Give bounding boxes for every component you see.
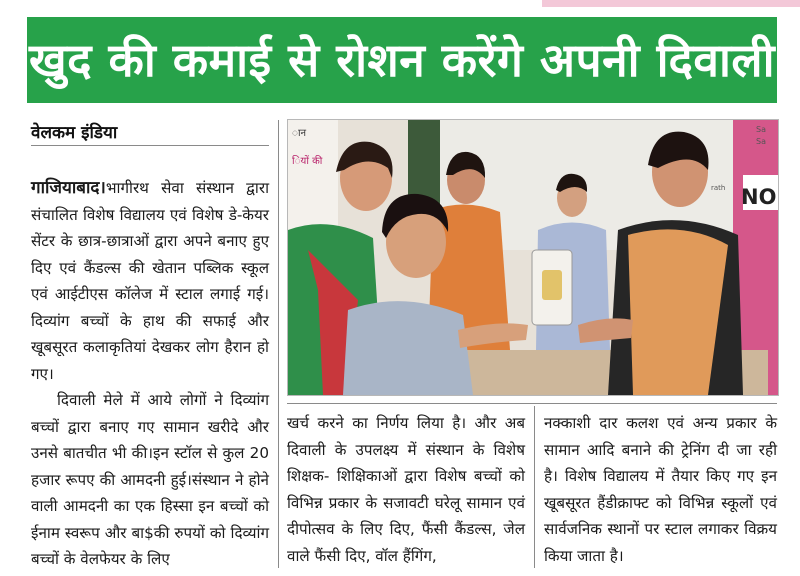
headline: खुद की कमाई से रोशन करेंगे अपनी दिवाली (27, 17, 777, 103)
photo-scene (288, 120, 778, 395)
byline: वेलकम इंडिया (31, 123, 118, 143)
photo-sign-right: NO (741, 185, 777, 209)
column-3 (544, 410, 777, 569)
photo-sign-side: rath (711, 184, 726, 192)
column-3-text: नक्काशी दार कलश एवं अन्य प्रकार के सामान आदि बनाने की ट्रेनिंग दी जा रही है। विशेष विद्यालय में तैयार किए गए इन खूबसूरत हैंडीक्राफ्ट को विभिन्न स्कूलों एवं सार्वजनिक स्थानों पर स्टाल लगाकर विक्रय किया जाता है। (544, 414, 777, 565)
photo-bottom-rule (287, 403, 777, 404)
news-photo (287, 119, 779, 396)
photo-sign-right-small: Sa (756, 125, 766, 134)
photo-sign-left-mid: ियों की (292, 156, 323, 167)
paragraph-2: दिवाली मेले में आये लोगों ने दिव्यांग बच्चों द्वारा बनाए गए सामान खरीदे और उनसे बातचीत भी की।इन स्टॉल से कुल 20 हजार रूपए की आमदनी हुई।संस्थान ने होने वाली आमदनी का एक हिस्सा इन बच्चों को ईनाम स्वरूप और बा$की रुपयों को दिव्यांग बच्चों के वेलफेयर के लिए (31, 391, 269, 568)
column-divider-1 (278, 120, 279, 568)
paragraph-1-text: भागीरथ सेवा संस्थान द्वारा संचालित विशेष विद्यालय एवं विशेष डे-केयर सेंटर के छात्र-छात्राओं द्वारा अपने बनाए हुए दिए एवं कैंडल्स की खेतान पब्लिक स्कूल एवं आईटीएस कॉलेज में स्टाल लगाई गई।दिव्यांग बच्चों के हाथ की सफाई और खूबसूरत कलाकृतियां देखकर लोग हैरान हो गए। (31, 179, 269, 383)
column-2-text: खर्च करने का निर्णय लिया है। और अब दिवाली के उपलक्ष्य में संस्थान के विशेष शिक्षक- शिक्षिकाओं द्वारा विशेष बच्चों को विभिन्न प्रकार के सजावटी घरेलू सामान एवं दीपोत्सव के लिए दिए, फैंसी कैंडल्स, जेल वाले फैंसी दिए, वॉल हैंगिंग, (287, 414, 525, 565)
photo-sign-right-small-2: Sa (756, 137, 766, 146)
column-divider-2 (534, 406, 535, 568)
top-pink-band (542, 0, 800, 7)
column-2 (287, 410, 525, 569)
paragraph-1 (31, 175, 269, 387)
dateline: गाजियाबाद। (31, 178, 106, 198)
top-strip (0, 0, 800, 7)
byline-underline (31, 145, 269, 146)
column-1 (31, 175, 269, 573)
photo-sign-left-top: ान (292, 128, 307, 139)
